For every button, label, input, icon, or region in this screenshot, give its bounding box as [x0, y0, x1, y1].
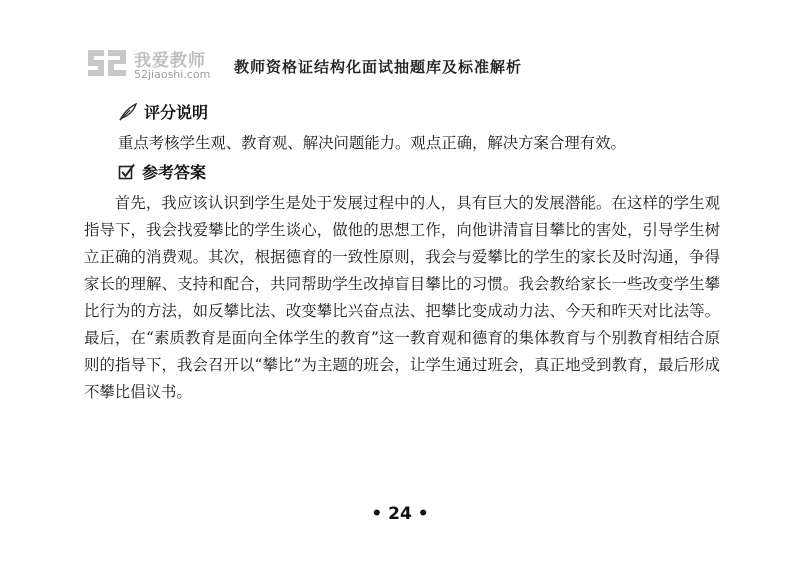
scoring-description: 重点考核学生观、教育观、解决问题能力。观点正确，解决方案合理有效。	[118, 134, 626, 152]
site-logo	[84, 46, 234, 86]
scoring-heading-label: 评分说明	[144, 103, 209, 122]
answer-body	[84, 190, 720, 406]
logo-mark-icon	[84, 46, 130, 80]
feather-pen-icon	[118, 103, 138, 121]
answer-heading-label: 参考答案	[142, 163, 207, 182]
checkbox-checked-icon	[118, 163, 136, 181]
logo-name: 我爱教师	[134, 51, 206, 71]
logo-url: 52jiaoshi.com	[134, 68, 211, 81]
book-title: 教师资格证结构化面试抽题库及标准解析	[234, 58, 523, 76]
answer-paragraph: 首先，我应该认识到学生是处于发展过程中的人，具有巨大的发展潜能。在这样的学生观指导下，我会找爱攀比的学生谈心，做他的思想工作，向他讲清盲目攀比的害处，引导学生树立正确的消费观。其次，根据德育的一致性原则，我会与爱攀比的学生的家长及时沟通，争得家长的理解、支持和配合，共同帮助学生改掉盲目攀比的习惯。我会教给家长一些改变学生攀比行为的方法，如反攀比法、改变攀比兴奋点法、把攀比变成动力法、今天和昨天对比法等。最后，在“素质教育是面向全体学生的教育”这一教育观和德育的集体教育与个别教育相结合原则的指导下，我会召开以“攀比”为主题的班会，让学生通过班会，真正地受到教育，最后形成不攀比倡议书。	[84, 194, 720, 401]
scoring-heading	[118, 100, 208, 123]
answer-heading	[118, 160, 206, 183]
page-header	[84, 40, 724, 88]
page-number: • 24 •	[371, 504, 429, 524]
